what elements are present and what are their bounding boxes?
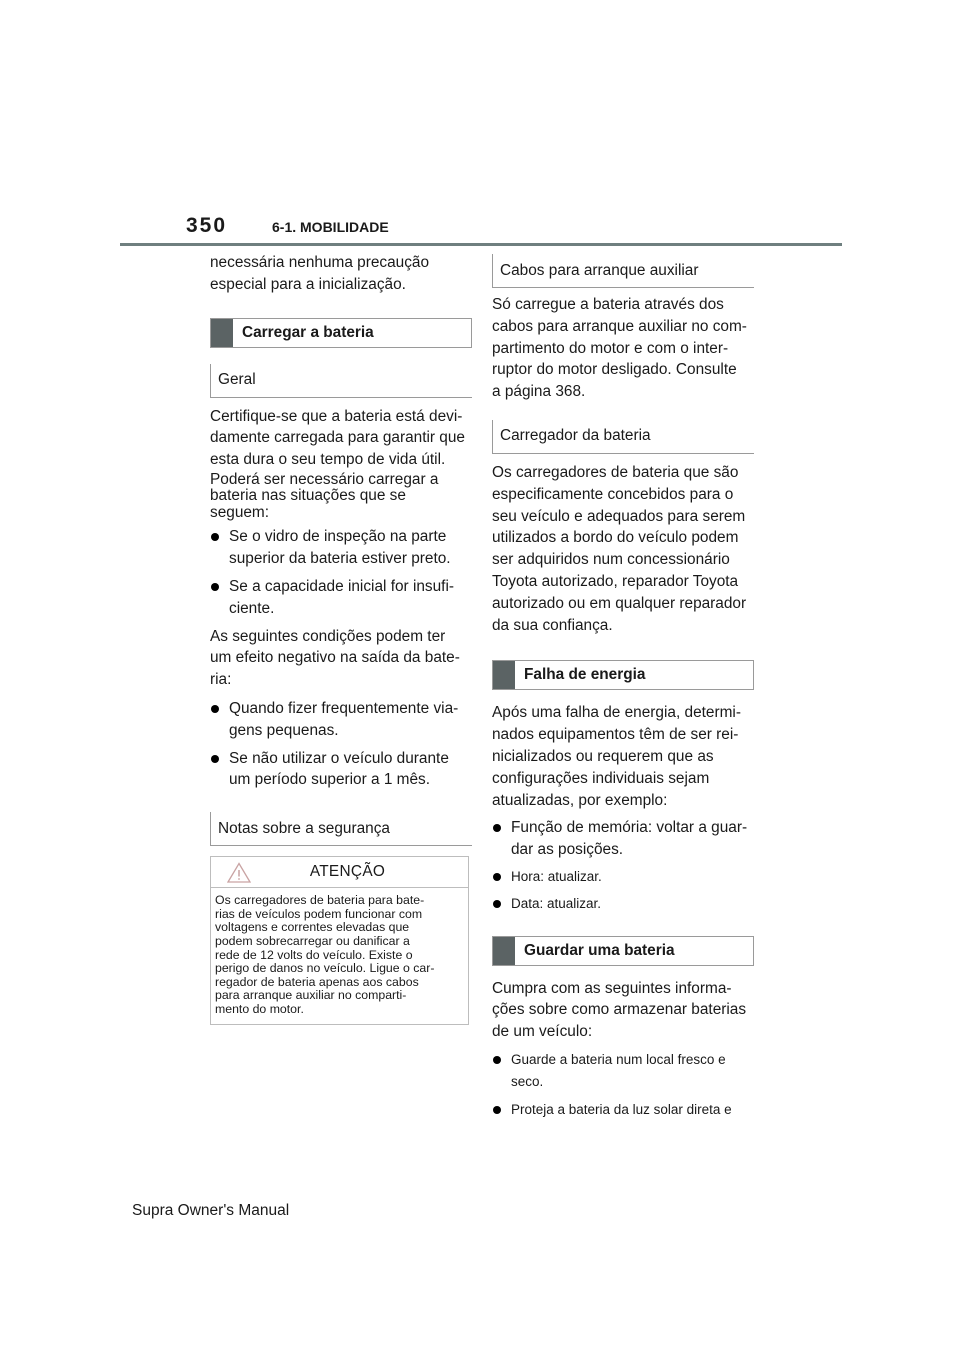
text-line: ruptor do motor desligado. Consulte <box>492 361 737 379</box>
text-line: especial para a inicialização. <box>210 275 406 293</box>
battery-situations-list <box>210 526 472 619</box>
text-line: ções sobre como armazenar baterias <box>492 1001 747 1019</box>
text-line: Se o vidro de inspeção na parte <box>229 528 447 546</box>
general-paragraph <box>210 406 472 471</box>
list-item <box>492 866 754 888</box>
storage-list <box>492 1049 754 1120</box>
text-line: damente carregada para garantir que <box>210 429 465 447</box>
text-line: Data: atualizar. <box>511 895 602 911</box>
list-item <box>210 748 472 792</box>
text-line: configurações individuais sejam <box>492 769 710 787</box>
text-line: ria: <box>210 671 232 689</box>
intro-paragraph <box>210 252 472 296</box>
store-paragraph <box>492 978 754 1043</box>
list-item <box>210 576 472 620</box>
text-line: Proteja a bateria da luz solar direta e <box>511 1101 732 1117</box>
text-line: Os carregadores de bateria que são <box>492 463 739 481</box>
text-line: um efeito negativo na saída da bate- <box>210 649 460 667</box>
heading-bar <box>211 319 233 347</box>
header-divider <box>120 243 842 246</box>
text-line: rias de veículos podem funcionar com <box>215 906 423 921</box>
subheading-battery-charger: Carregador da bateria <box>492 420 754 454</box>
text-line: utilizados a bordo do veículo podem <box>492 529 739 547</box>
section-title: 6-1. MOBILIDADE <box>272 219 389 235</box>
text-line: Quando fizer frequentemente via- <box>229 700 459 718</box>
text-line: Hora: atualizar. <box>511 868 602 884</box>
conditions-paragraph <box>210 626 472 691</box>
heading-label: Guardar uma bateria <box>524 941 675 959</box>
text-line: gens pequenas. <box>229 721 339 739</box>
text-line: ciente. <box>229 599 275 617</box>
text-line: voltagens e correntes elevadas que <box>215 920 410 935</box>
list-item <box>492 893 754 915</box>
text-line: necessária nenhuma precaução <box>210 254 430 271</box>
left-column <box>210 252 472 1025</box>
charger-paragraph <box>492 462 754 636</box>
text-line: regador de bateria apenas aos cabos <box>215 974 419 989</box>
text-line: Guarde a bateria num local fresco e <box>511 1051 726 1067</box>
text-line: Cumpra com as seguintes informa- <box>492 979 732 997</box>
text-line: mento do motor. <box>215 1002 304 1016</box>
text-line: seco. <box>511 1073 544 1089</box>
text-line: de um veículo: <box>492 1023 593 1041</box>
power-paragraph <box>492 702 754 811</box>
text-line: Só carregue a bateria através dos <box>492 296 724 313</box>
text-line: rede de 12 volts do veículo. Existe o <box>215 947 413 962</box>
list-item <box>492 1099 754 1121</box>
text-line: Os carregadores de bateria para bate- <box>215 893 425 908</box>
text-line: ser adquiridos num concessionário <box>492 551 730 569</box>
list-item <box>210 698 472 742</box>
subheading-general: Geral <box>210 364 472 398</box>
page-number: 350 <box>186 214 228 237</box>
text-line: Função de memória: voltar a guar- <box>511 819 748 837</box>
text-line: Certifique-se que a bateria está devi- <box>210 407 463 425</box>
text-line: para arranque auxiliar no comparti- <box>215 988 407 1003</box>
heading-power-failure <box>492 660 754 690</box>
text-line: seguem: <box>210 503 270 521</box>
warning-box <box>210 856 469 1024</box>
warning-triangle-icon <box>227 862 251 883</box>
text-line: Toyota autorizado, reparador Toyota <box>492 572 739 590</box>
text-line: Após uma falha de energia, determi- <box>492 704 741 722</box>
heading-charge-battery <box>210 318 472 348</box>
list-item <box>492 817 754 861</box>
warning-header <box>211 857 468 888</box>
heading-bar <box>493 661 515 689</box>
cables-paragraph <box>492 294 754 403</box>
heading-store-battery <box>492 936 754 966</box>
text-line: seu veículo e adequados para serem <box>492 507 746 525</box>
text-line: Poderá ser necessário carregar a <box>210 470 439 488</box>
text-line: dar as posições. <box>511 841 624 859</box>
text-line: atualizadas, por exemplo: <box>492 791 668 809</box>
text-line: da sua confiança. <box>492 616 613 634</box>
subheading-safety-notes: Notas sobre a segurança <box>210 812 472 846</box>
conditions-list <box>210 698 472 791</box>
text-line: bateria nas situações que se <box>210 487 406 505</box>
text-line: Se não utilizar o veículo durante <box>229 749 449 767</box>
text-line: nicializados ou requerem que as <box>492 747 714 765</box>
text-line: especificamente concebidos para o <box>492 485 734 503</box>
heading-bar <box>493 937 515 965</box>
list-item <box>210 526 472 570</box>
subheading-jump-cables: Cabos para arranque auxiliar <box>492 254 754 288</box>
text-line: cabos para arranque auxiliar no com- <box>492 317 747 335</box>
text-line: autorizado ou em qualquer reparador <box>492 594 747 612</box>
warning-text <box>211 888 468 1023</box>
text-line: Se a capacidade inicial for insufi- <box>229 578 454 596</box>
power-failure-list <box>492 817 754 914</box>
text-line: superior da bateria estiver preto. <box>229 550 451 568</box>
heading-label: Falha de energia <box>524 666 646 684</box>
may-need-paragraph <box>210 472 472 522</box>
text-line: um período superior a 1 mês. <box>229 771 431 789</box>
text-line: a página 368. <box>492 383 586 401</box>
warning-title: ATENÇÃO <box>309 863 386 881</box>
text-line: perigo de danos no veículo. Ligue o car- <box>215 961 435 976</box>
text-line: As seguintes condições podem ter <box>210 627 446 645</box>
heading-label: Carregar a bateria <box>242 323 374 341</box>
footer-manual-title: Supra Owner's Manual <box>132 1202 290 1219</box>
text-line: esta dura o seu tempo de vida útil. <box>210 451 446 469</box>
text-line: podem sobrecarregar ou danificar a <box>215 934 410 949</box>
text-line: partimento do motor e com o inter- <box>492 339 729 357</box>
text-line: nados equipamentos têm de ser rei- <box>492 726 739 744</box>
list-item <box>492 1049 754 1093</box>
right-column <box>492 252 754 1120</box>
